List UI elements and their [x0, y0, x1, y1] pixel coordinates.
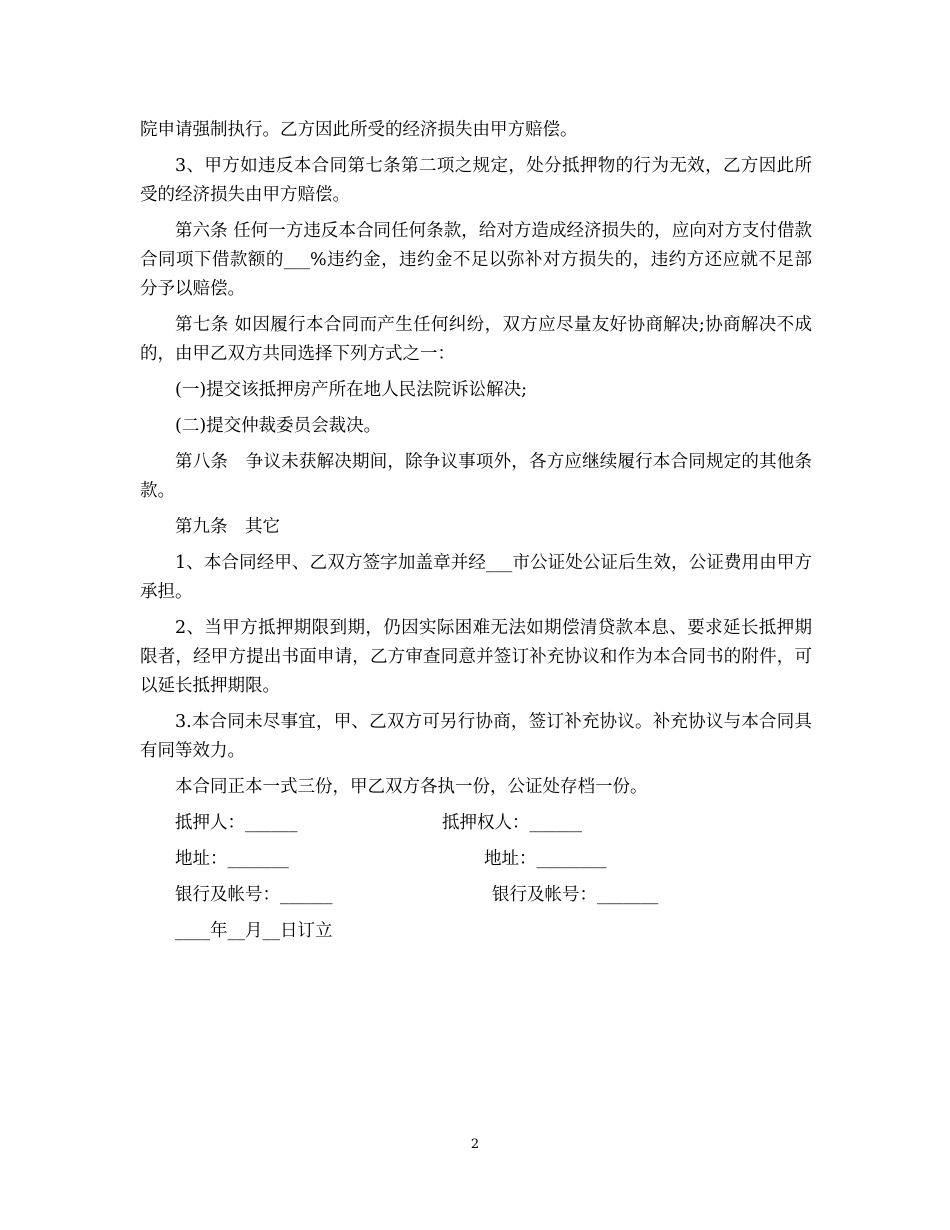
paragraph-article-9-item-1: 1、本合同经甲、乙双方签字加盖章并经___市公证处公证后生效，公证费用由甲方承担。: [140, 553, 812, 602]
paragraph-copies: 本合同正本一式三份，甲乙双方各执一份，公证处存档一份。: [175, 777, 648, 797]
signature-row-address: [140, 845, 812, 874]
paragraph-clause-5-item-3: 3、甲方如违反本合同第七条第二项之规定，处分抵押物的行为无效，乙方因此所受的经济损失由甲方赔偿。: [140, 156, 812, 205]
mortgagor-signature-field: 抵押人：______: [175, 813, 298, 833]
paragraph-article-7-option-1: (一)提交该抵押房产所在地人民法院诉讼解决;: [175, 380, 528, 400]
paragraph-article-9-item-3: 3.本合同未尽事宜，甲、乙双方可另行协商，签订补充协议。补充协议与本合同具有同等效力。: [140, 712, 812, 761]
paragraph-article-7: 第七条 如因履行本合同而产生任何纠纷，双方应尽量友好协商解决;协商解决不成的，由甲乙双方共同选择下列方式之一：: [140, 315, 812, 364]
paragraph-article-9-item-2: 2、当甲方抵押期限到期，仍因实际困难无法如期偿清贷款本息、要求延长抵押期限者，经甲方提出书面申请，乙方审查同意并签订补充协议和作为本合同书的附件，可以延长抵押期限。: [140, 618, 812, 696]
signature-row-bank: [140, 881, 812, 910]
mortgagee-address-field: 地址：________: [484, 849, 607, 869]
mortgagee-bank-field: 银行及帐号：_______: [492, 885, 659, 905]
document-body: [140, 116, 812, 953]
page-number: 2: [470, 1137, 480, 1152]
paragraph-article-6: 第六条 任何一方违反本合同任何条款，给对方造成经济损失的，应向对方支付借款合同项下借款额的___%违约金，违约金不足以弥补对方损失的，违约方还应就不足部分予以赔偿。: [140, 221, 812, 299]
mortgagee-signature-field: 抵押权人：______: [442, 813, 582, 833]
paragraph-continuation: 院申请强制执行。乙方因此所受的经济损失由甲方赔偿。: [140, 120, 578, 140]
signature-row-date: [140, 917, 812, 946]
paragraph-article-9-heading: 第九条 其它: [175, 517, 280, 537]
paragraph-article-7-option-2: (二)提交仲裁委员会裁决。: [175, 416, 382, 436]
paragraph-article-8: 第八条 争议未获解决期间，除争议事项外，各方应继续履行本合同规定的其他条款。: [140, 452, 812, 501]
mortgagor-bank-field: 银行及帐号：______: [175, 885, 333, 905]
signing-date-field: ____年__月__日订立: [175, 921, 333, 941]
signature-row-parties: [140, 809, 812, 838]
mortgagor-address-field: 地址：_______: [175, 849, 289, 869]
